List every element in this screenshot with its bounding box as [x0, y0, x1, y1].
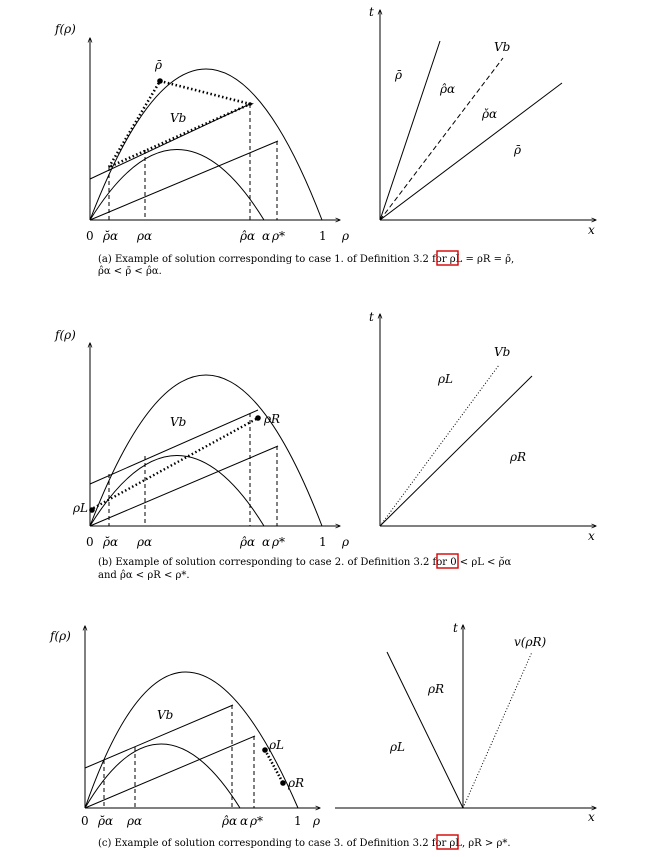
- panel-a-tick-rho-breve: ρ̆α: [103, 229, 119, 243]
- panel-c-riemann-diagram: [335, 625, 596, 808]
- panel-b-rho-r-label: ρR: [264, 412, 281, 426]
- panel-c-caption: [98, 835, 511, 849]
- panel-a-t-label: t: [369, 5, 374, 19]
- panel-a-flux-curve-outer: [90, 69, 322, 220]
- panel-b-caption-ref[interactable]: 3.2: [413, 557, 430, 568]
- panel-c-tick-rho-star: ρ*: [250, 814, 264, 828]
- panel-a-vb-right-label: Vb: [494, 40, 511, 54]
- panel-c-x-label-right: x: [588, 810, 595, 824]
- panel-a-one-label: 1: [319, 229, 327, 243]
- panel-c-rho-l-label: ρL: [269, 738, 285, 752]
- panel-c-one-label: 1: [294, 814, 302, 828]
- panel-c-caption-line1: (c) Example of solution corresponding to case 3. of Definition 3.2 for ρL, ρR > ρ*.: [98, 838, 511, 849]
- panel-b-rho-l-label: ρL: [73, 501, 89, 515]
- panel-a-x-label: ρ: [342, 229, 350, 243]
- panel-b-tick-rho-alpha: ρα: [137, 535, 153, 549]
- panel-b-vb-label: Vb: [170, 415, 187, 429]
- panel-a-wave-left: [380, 41, 440, 220]
- panel-b-point-rho-r: [255, 415, 261, 421]
- panel-a-caption-line1: (a) Example of solution corresponding to case 1. of Definition 3.2 for ρL = ρR = ρ̄,: [98, 254, 515, 265]
- panel-b-zero-label: 0: [86, 535, 94, 549]
- panel-a-tick-rho-hat: ρ̂α: [240, 229, 256, 243]
- panel-b-tick-alpha: α: [262, 535, 271, 549]
- panel-c-dotted-segment: [265, 750, 283, 783]
- panel-a: [54, 5, 596, 277]
- panel-c-v-rho-r-label: v(ρR): [514, 635, 547, 649]
- panel-c-tick-alpha: α: [240, 814, 249, 828]
- panel-c-wave-right: [463, 652, 532, 808]
- panel-a-region-rho-check: ρ̌α: [482, 107, 498, 121]
- panel-c-wave-left: [387, 652, 463, 808]
- panel-a-zero-label: 0: [86, 229, 94, 243]
- panel-c-zero-label: 0: [81, 814, 89, 828]
- panel-c-region-rho-l: ρL: [390, 740, 406, 754]
- panel-a-caption-line2: ρ̂α < ρ̄ < ρ̂α.: [98, 266, 162, 277]
- panel-a-vb-label: Vb: [170, 111, 187, 125]
- panel-b-x-label: ρ: [342, 535, 350, 549]
- panel-c-point-rho-l: [262, 747, 268, 753]
- panel-c-vb-label: Vb: [157, 708, 174, 722]
- panel-b-caption: [98, 554, 511, 581]
- panel-c-tick-rho-breve: ρ̆α: [98, 814, 114, 828]
- panel-a-tick-alpha: α: [262, 229, 271, 243]
- panel-a-wave-right: [380, 83, 562, 220]
- panel-b-fundamental-diagram: [90, 343, 340, 526]
- panel-c-point-rho-r: [280, 780, 286, 786]
- panel-b-dashed-verticals: [109, 413, 277, 526]
- panel-c-t-label: t: [453, 621, 458, 635]
- panel-c-tick-rho-hat: ρ̂α: [222, 814, 238, 828]
- panel-a-region-rho-bar-left: ρ̄: [395, 68, 403, 82]
- panel-b-riemann-diagram: [380, 314, 596, 526]
- panel-a-tick-rho-alpha: ρα: [137, 229, 153, 243]
- panel-b-point-rho-l: [89, 507, 95, 513]
- panel-c-x-label: ρ: [313, 814, 321, 828]
- panel-a-region-rho-bar-right: ρ̄: [514, 143, 522, 157]
- panel-c-flux-curve-outer: [85, 672, 298, 808]
- panel-a-region-rho-hat: ρ̂α: [440, 82, 456, 96]
- panel-b-wave-vb: [380, 365, 499, 526]
- panel-b: [54, 310, 596, 581]
- panel-a-fundamental-diagram: [90, 38, 340, 220]
- panel-a-caption-ref[interactable]: 3.2: [413, 254, 429, 265]
- panel-a-corner-point: [248, 102, 252, 106]
- panel-b-y-label: f(ρ): [55, 328, 76, 342]
- panel-b-tick-rho-breve: ρ̆α: [103, 535, 119, 549]
- panel-b-tick-rho-hat: ρ̂α: [240, 535, 256, 549]
- panel-b-tick-rho-star: ρ*: [272, 535, 286, 549]
- panel-a-tick-rho-star: ρ*: [272, 229, 286, 243]
- panel-b-caption-line2: and ρ̂α < ρR < ρ*.: [98, 570, 190, 581]
- panel-b-flux-curve-outer: [90, 375, 322, 526]
- panel-b-line-middle: [90, 418, 258, 510]
- panel-a-state-label: ρ̄: [155, 58, 163, 72]
- panel-b-region-rho-l: ρL: [438, 372, 454, 386]
- panel-a-caption: [98, 251, 514, 277]
- panel-c-fundamental-diagram: [85, 626, 320, 808]
- panel-b-one-label: 1: [319, 535, 327, 549]
- panel-b-vb-right-label: Vb: [494, 345, 511, 359]
- panel-c-y-label: f(ρ): [50, 629, 71, 643]
- panel-c: [49, 621, 596, 849]
- panel-c-caption-ref[interactable]: 3.2: [412, 838, 429, 849]
- panel-a-dashed-verticals: [109, 104, 277, 220]
- panel-a-x-label-right: x: [588, 223, 595, 237]
- panel-a-state-point: [157, 78, 163, 84]
- panel-a-y-label: f(ρ): [55, 22, 76, 36]
- panel-c-region-rho-r: ρR: [428, 682, 445, 696]
- panel-b-t-label: t: [369, 310, 374, 324]
- panel-c-rho-r-label: ρR: [288, 776, 305, 790]
- panel-c-tick-rho-alpha: ρα: [127, 814, 143, 828]
- panel-b-region-rho-r: ρR: [510, 450, 527, 464]
- panel-b-caption-line1: (b) Example of solution corresponding to case 2. of Definition 3.2 for 0 < ρL < ρ̆α: [98, 557, 512, 568]
- panel-b-x-label-right: x: [588, 529, 595, 543]
